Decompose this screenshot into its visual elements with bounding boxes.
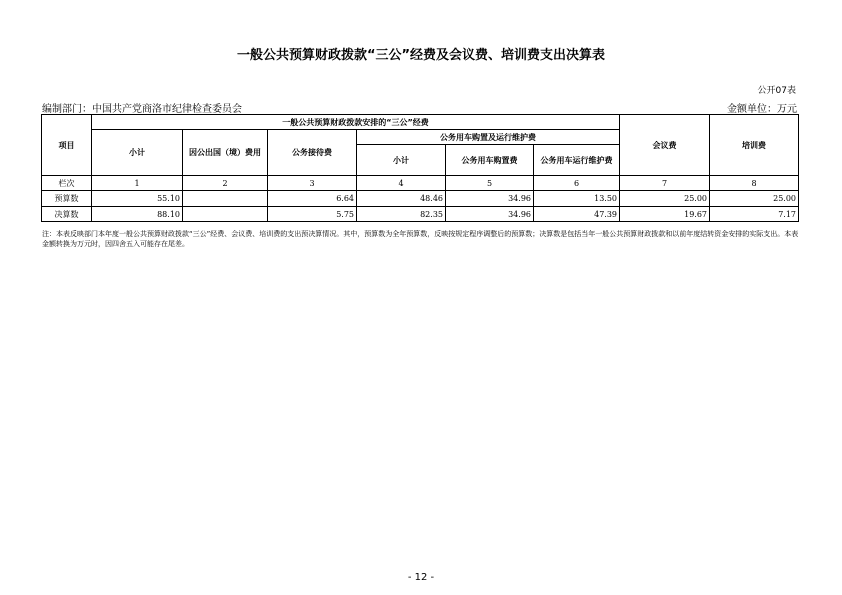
row-label: 预算数 (42, 191, 92, 207)
column-index: 5 (446, 176, 534, 191)
page-number: - 12 - (407, 572, 435, 583)
table-row (42, 176, 799, 191)
header-reception: 公务接待费 (268, 130, 357, 176)
table-row (42, 191, 799, 207)
table-cell: 6.64 (268, 191, 357, 207)
table-cell: 25.00 (620, 191, 710, 207)
table-cell: 13.50 (534, 191, 620, 207)
header-subtotal: 小计 (92, 130, 183, 176)
table-note: 注：本表反映部门本年度一般公共预算财政拨款“三公”经费、会议费、培训费的支出预决算情况。其中，预算数为全年预算数，反映按规定程序调整后的预算数；决算数是包括当年一般公共预算财政拨款和以前年度结转资金安排的实际支出。本表金额转换为万元时，因四舍五入可能存在尾差。 (42, 230, 799, 248)
column-index: 1 (92, 176, 183, 191)
header-vehicle-purchase: 公务用车购置费 (446, 145, 534, 176)
header-abroad: 因公出国（境）费用 (183, 130, 268, 176)
table-cell: 19.67 (620, 207, 710, 222)
row-label: 决算数 (42, 207, 92, 222)
header-three-public: 一般公共预算财政拨款安排的“三公”经费 (92, 115, 620, 130)
header-meeting: 会议费 (620, 115, 710, 176)
table-cell: 25.00 (710, 191, 799, 207)
table-cell: 7.17 (710, 207, 799, 222)
table-cell: 82.35 (357, 207, 446, 222)
column-index: 6 (534, 176, 620, 191)
table-cell: 47.39 (534, 207, 620, 222)
table-cell: 5.75 (268, 207, 357, 222)
header-vehicle-group: 公务用车购置及运行维护费 (357, 130, 620, 145)
header-training: 培训费 (710, 115, 799, 176)
column-index: 2 (183, 176, 268, 191)
expense-table (41, 114, 799, 222)
form-number: 公开07表 (757, 86, 796, 96)
compiling-department: 编制部门：中国共产党商洛市纪律检查委员会 (42, 104, 242, 115)
column-index: 7 (620, 176, 710, 191)
column-index: 3 (268, 176, 357, 191)
header-vehicle-subtotal: 小计 (357, 145, 446, 176)
table-cell: 55.10 (92, 191, 183, 207)
table-cell (183, 191, 268, 207)
table-cell (183, 207, 268, 222)
header-vehicle-operation: 公务用车运行维护费 (534, 145, 620, 176)
amount-unit: 金额单位：万元 (727, 104, 797, 115)
table-cell: 48.46 (357, 191, 446, 207)
table-cell: 88.10 (92, 207, 183, 222)
column-index: 4 (357, 176, 446, 191)
table-cell: 34.96 (446, 191, 534, 207)
table-cell: 34.96 (446, 207, 534, 222)
row-label: 栏次 (42, 176, 92, 191)
column-index: 8 (710, 176, 799, 191)
page-title: 一般公共预算财政拨款“三公”经费及会议费、培训费支出决算表 (236, 48, 606, 63)
header-item: 项目 (42, 115, 92, 176)
table-row (42, 207, 799, 222)
